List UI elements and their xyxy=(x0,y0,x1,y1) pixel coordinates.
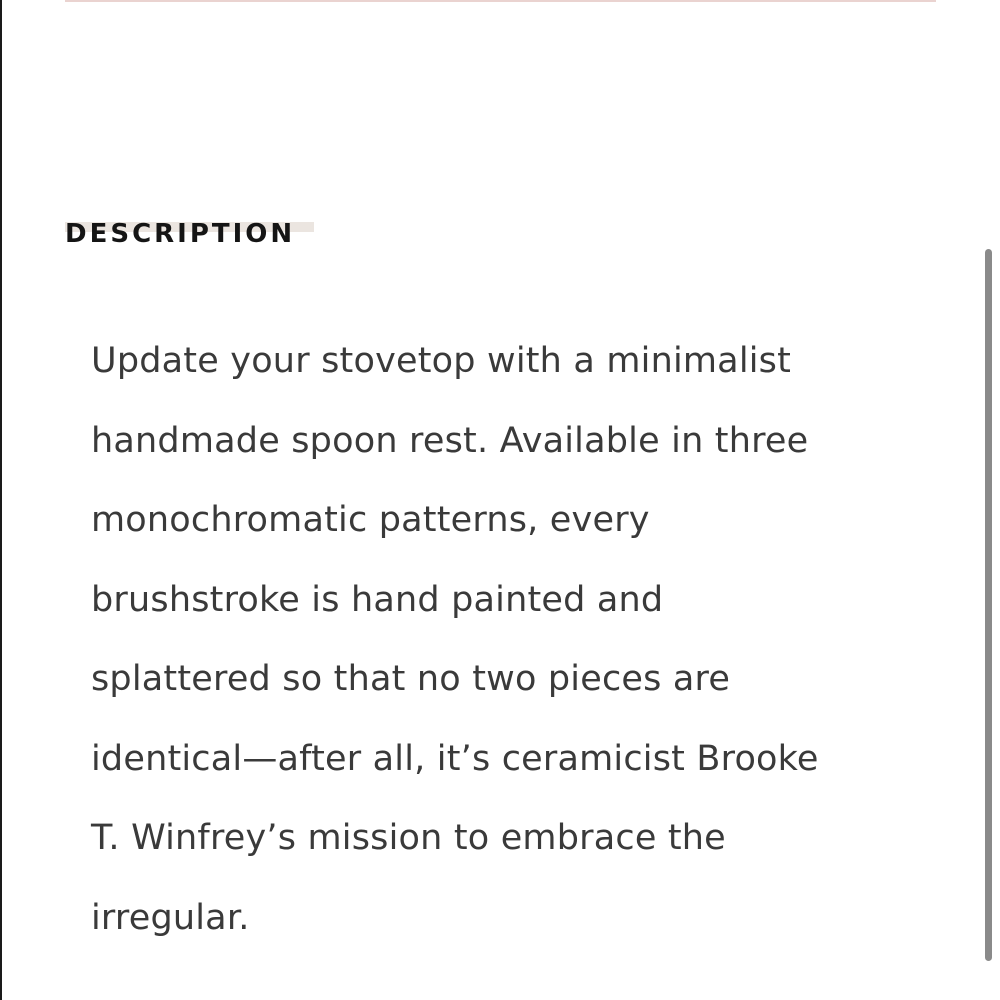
description-line: splattered so that no two pieces are xyxy=(91,659,731,699)
section-title: DESCRIPTION xyxy=(65,218,299,250)
description-line: irregular. xyxy=(91,897,250,938)
window-left-edge xyxy=(0,0,2,1000)
description-line: Update your stovetop with a minimalist xyxy=(91,341,792,381)
scrollbar-thumb[interactable] xyxy=(985,249,992,961)
description-section-header xyxy=(65,196,299,249)
section-divider xyxy=(65,0,936,2)
description-line: T. Winfrey’s mission to embrace the xyxy=(91,818,726,858)
description-line: handmade spoon rest. Available in three xyxy=(91,420,809,461)
product-description xyxy=(91,322,851,958)
description-line: brushstroke is hand painted and xyxy=(91,579,664,620)
description-line: monochromatic patterns, every xyxy=(91,500,650,540)
description-line: identical—after all, it’s ceramicist Brooke xyxy=(91,738,819,779)
